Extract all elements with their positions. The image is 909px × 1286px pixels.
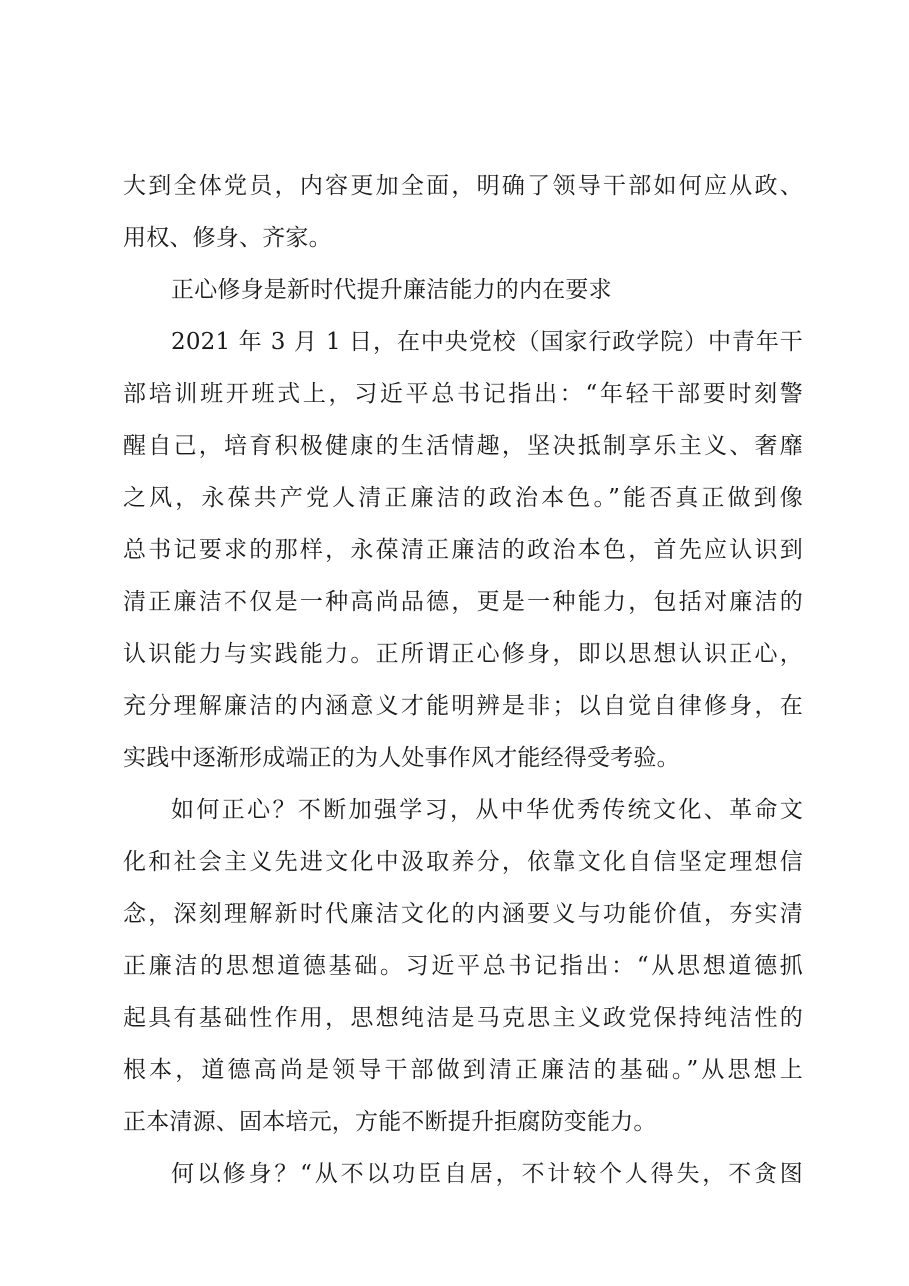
section-heading: 正心修身是新时代提升廉洁能力的内在要求	[171, 277, 612, 303]
text-line: 之风，永葆共产党人清正廉洁的政治本色。”能否真正做到像	[123, 485, 803, 511]
text-line: 总书记要求的那样，永葆清正廉洁的政治本色，首先应认识到	[123, 537, 803, 563]
text-line: 何以修身？“从不以功臣自居，不计较个人得失，不贪图	[171, 1161, 803, 1187]
text-line: 化和社会主义先进文化中汲取养分，依靠文化自信坚定理想信	[123, 849, 803, 875]
text-line: 清正廉洁不仅是一种高尚品德，更是一种能力，包括对廉洁的	[123, 589, 803, 615]
text-line: 醒自己，培育积极健康的生活情趣，坚决抵制享乐主义、奢靡	[123, 433, 803, 459]
body-text	[123, 160, 803, 1200]
text-line: 认识能力与实践能力。正所谓正心修身，即以思想认识正心，	[123, 641, 803, 667]
text-line: 充分理解廉洁的内涵意义才能明辨是非；以自觉自律修身，在	[123, 693, 803, 719]
text-line: 如何正心？不断加强学习，从中华优秀传统文化、革命文	[171, 797, 803, 823]
text-line: 根本，道德高尚是领导干部做到清正廉洁的基础。”从思想上	[123, 1057, 803, 1083]
text-line: 念，深刻理解新时代廉洁文化的内涵要义与功能价值，夯实清	[123, 901, 803, 927]
text-line: 2021 年 3 月 1 日，在中央党校（国家行政学院）中青年干	[171, 329, 803, 355]
text-line: 起具有基础性作用，思想纯洁是马克思主义政党保持纯洁性的	[123, 1005, 803, 1031]
text-line: 正廉洁的思想道德基础。习近平总书记指出：“从思想道德抓	[123, 953, 803, 979]
text-line: 正本清源、固本培元，方能不断提升拒腐防变能力。	[123, 1109, 657, 1135]
text-line: 部培训班开班式上，习近平总书记指出：“年轻干部要时刻警	[123, 381, 803, 407]
text-line: 实践中逐渐形成端正的为人处事作风才能经得受考验。	[123, 745, 680, 771]
text-line: 用权、修身、齐家。	[123, 225, 332, 251]
text-line: 大到全体党员，内容更加全面，明确了领导干部如何应从政、	[123, 173, 803, 199]
